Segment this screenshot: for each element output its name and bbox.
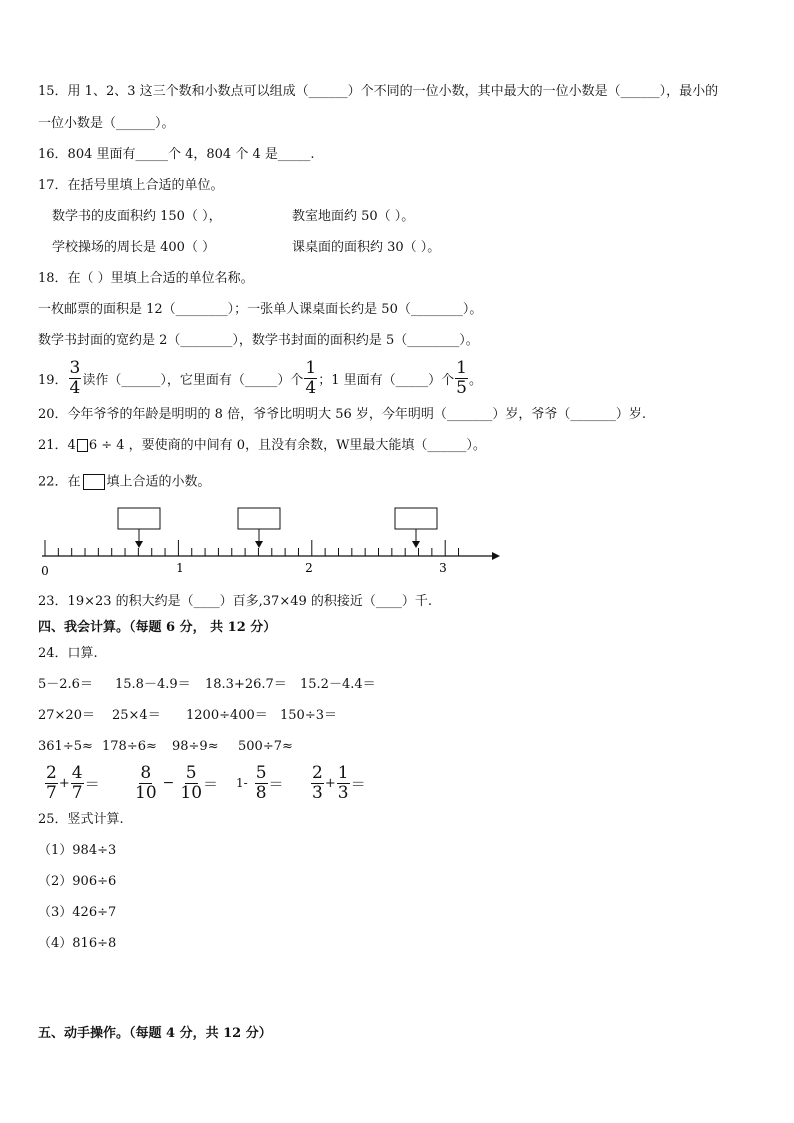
- f3-b-num: 5: [255, 762, 267, 783]
- q21: [38, 438, 486, 454]
- q24-fraction-4: [310, 762, 366, 804]
- q19-frac-a-den: 4: [305, 377, 317, 398]
- q19-fraction-a: [304, 357, 317, 398]
- q15-line2: 一位小数是（______）。: [38, 116, 175, 131]
- f1-eq: ＝: [84, 774, 100, 793]
- q16: 16．804 里面有_____个 4，804 个 4 是_____.: [38, 147, 315, 162]
- arrow-head-icon: [255, 541, 263, 548]
- f2-op: −: [162, 775, 175, 791]
- f2-a-den: 10: [135, 782, 157, 803]
- q19-fraction-b: [455, 357, 468, 398]
- q24-fraction-2: [134, 762, 218, 804]
- q21-post: 6 ÷ 4 ，要使商的中间有 0，且没有余数，W里最大能填（______）。: [88, 438, 486, 453]
- answer-box-3: [395, 508, 437, 529]
- f2-b-den: 10: [180, 782, 203, 803]
- q24-r2c1: 27×20＝: [38, 708, 95, 723]
- q24-r3c3: 98÷9≈: [172, 739, 219, 754]
- q15-line1: 15．用 1、2、3 这三个数和小数点可以组成（______）个不同的一位小数，其中最大的一位小数是（______），最小的: [38, 84, 719, 99]
- q19-label: 19．: [38, 372, 68, 388]
- q24-r3c1: 361÷5≈: [38, 739, 93, 754]
- q25-item-1: （1）984÷3: [38, 843, 117, 858]
- f3-pre: 1-: [236, 776, 248, 790]
- f1-op: +: [58, 775, 70, 791]
- f1-b-num: 4: [71, 762, 83, 783]
- answer-box-icon: [83, 474, 105, 490]
- q17-b: 教室地面约 50（ ）。: [292, 209, 415, 224]
- f2-a-num: 8: [140, 762, 152, 783]
- q25-item-3: （3）426÷7: [38, 905, 117, 920]
- q24-title: 24．口算.: [38, 646, 98, 661]
- blank-square-icon: [77, 439, 88, 452]
- q19-frac-a-num: 1: [305, 357, 317, 378]
- f3-b-den: 8: [255, 782, 267, 803]
- answer-box-2: [238, 508, 280, 529]
- f4-b-num: 1: [337, 762, 349, 783]
- number-line: [36, 500, 506, 580]
- tick-label-2: 2: [305, 561, 313, 575]
- tick-label-0: 0: [41, 564, 49, 578]
- q24-r1c2: 15.8－4.9＝: [115, 677, 191, 692]
- arrow-head-icon: [412, 541, 420, 548]
- q17-a: 数学书的皮面积约 150（ ），: [52, 209, 222, 224]
- q21-pre: 21．4: [38, 438, 76, 453]
- q24-r2c4: 150÷3＝: [280, 708, 337, 723]
- q22: [38, 474, 211, 491]
- q24-r2c2: 25×4＝: [112, 708, 161, 723]
- f4-a-num: 2: [312, 762, 323, 783]
- f4-op: +: [324, 775, 336, 791]
- answer-box-1: [118, 508, 160, 529]
- section-5-heading: 五、动手操作。（每题 4 分，共 12 分）: [38, 1026, 272, 1041]
- q17-c: 学校操场的周长是 400（ ）: [52, 240, 216, 255]
- q20: 20．今年爷爷的年龄是明明的 8 倍，爷爷比明明大 56 岁，今年明明（_______）岁，爷爷（_______）岁.: [38, 407, 647, 422]
- q24-r2c3: 1200÷400＝: [186, 708, 268, 723]
- q17-d: 课桌面的面积约 30（ ）。: [292, 240, 441, 255]
- q24-fraction-1: [44, 762, 100, 804]
- q23: 23．19×23 的积大约是（____）百多,37×49 的积接近（____）千.: [38, 594, 433, 609]
- q24-r3c2: 178÷6≈: [102, 739, 157, 754]
- f1-a-num: 2: [46, 762, 57, 783]
- f3-eq: ＝: [268, 774, 284, 793]
- q25-title: 25．竖式计算.: [38, 812, 124, 827]
- q24-r1c3: 18.3+26.7＝: [205, 677, 287, 692]
- q17-title: 17．在括号里填上合适的单位。: [38, 178, 224, 193]
- axis-arrow-icon: [492, 552, 500, 560]
- q19-text1: 读作（______），它里面有（_____）个: [82, 372, 304, 388]
- q19-frac-main-num: 3: [69, 357, 81, 378]
- q19-fraction-main: [69, 357, 82, 398]
- q24-fraction-3: [236, 762, 284, 804]
- f4-a-den: 3: [312, 782, 323, 803]
- tick-label-3: 3: [439, 561, 447, 575]
- q19-frac-b-num: 1: [456, 357, 467, 378]
- q18-title: 18．在（ ）里填上合适的单位名称。: [38, 271, 254, 286]
- q19-frac-main-den: 4: [69, 377, 81, 398]
- q24-r3c4: 500÷7≈: [238, 739, 293, 754]
- q22-pre: 22．在: [38, 474, 81, 490]
- tick-label-1: 1: [176, 561, 184, 575]
- f2-eq: ＝: [203, 774, 219, 793]
- arrow-head-icon: [135, 541, 143, 548]
- q25-item-2: （2）906÷6: [38, 874, 117, 889]
- q18-line2: 数学书封面的宽约是 2（________），数学书封面的面积约是 5（________）。: [38, 333, 479, 348]
- q19: [38, 357, 482, 398]
- f1-a-den: 7: [46, 782, 57, 803]
- q25-item-4: （4）816÷8: [38, 936, 117, 951]
- q24-r1c4: 15.2－4.4＝: [300, 677, 376, 692]
- q18-line1: 一枚邮票的面积是 12（________）；一张单人课桌面长约是 50（________）。: [38, 302, 483, 317]
- f2-b-num: 5: [185, 762, 197, 783]
- q19-frac-b-den: 5: [456, 377, 467, 398]
- f4-eq: ＝: [350, 774, 366, 793]
- section-4-heading: 四、我会计算。（每题 6 分， 共 12 分）: [38, 620, 277, 635]
- q19-text2: ；1 里面有（_____）个: [318, 372, 455, 388]
- ticks: [45, 540, 459, 556]
- q24-r1c1: 5－2.6＝: [38, 677, 93, 692]
- f4-b-den: 3: [337, 782, 349, 803]
- q19-text3: 。: [468, 372, 482, 388]
- f1-b-den: 7: [71, 782, 83, 803]
- q22-post: 填上合适的小数。: [106, 474, 211, 490]
